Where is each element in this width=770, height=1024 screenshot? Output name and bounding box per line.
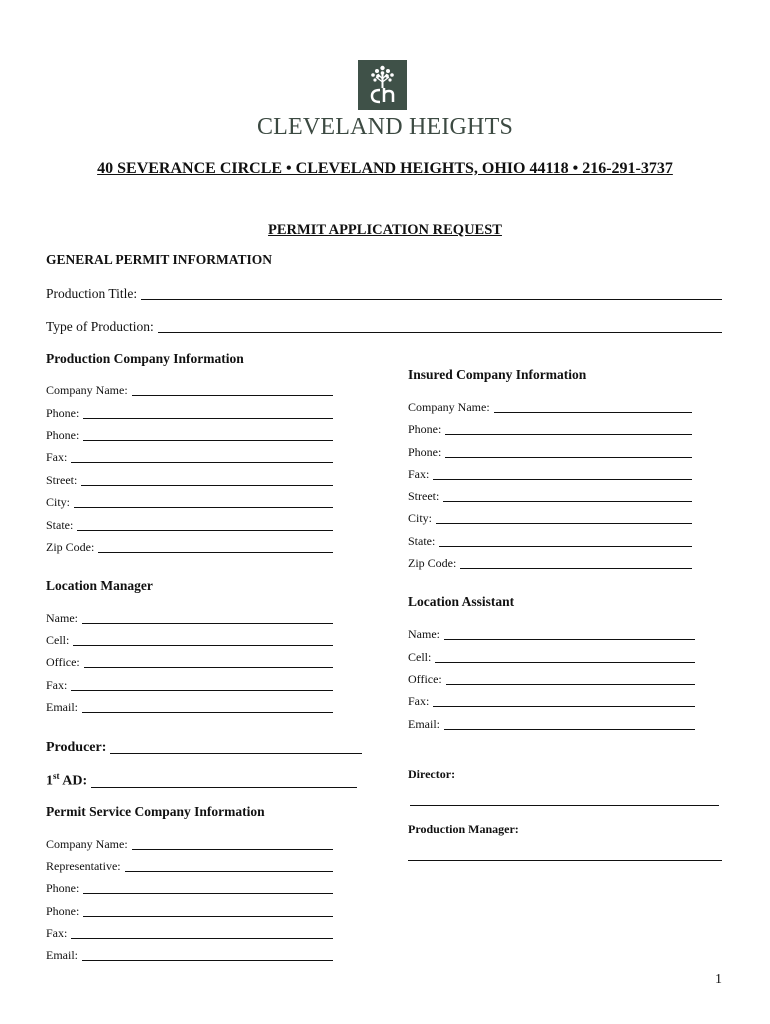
location-manager-name-field[interactable]: [82, 611, 333, 624]
location-manager-heading: Location Manager: [46, 578, 153, 593]
permit-service-field-label: Phone:: [46, 881, 80, 895]
location-assistant-field-label: Fax:: [408, 694, 430, 708]
insured-company-row: [408, 421, 692, 437]
production-company-row: [46, 382, 333, 398]
production-manager-label: Production Manager:: [408, 822, 519, 836]
insured-company-row: [408, 488, 692, 504]
insured-company-street-field[interactable]: [443, 489, 692, 502]
permit-service-company-name-field[interactable]: [132, 837, 333, 850]
insured-company-row: [408, 399, 692, 415]
insured-company-phone-field[interactable]: [445, 422, 692, 435]
insured-company-field-label: State:: [408, 534, 436, 548]
location-manager-row: [46, 699, 333, 715]
org-name: CLEVELAND HEIGHTS: [256, 114, 514, 140]
location-manager-cell-field[interactable]: [73, 633, 333, 646]
production-manager-field[interactable]: [408, 860, 722, 861]
insured-company-field-label: Company Name:: [408, 400, 490, 414]
production-company-row: [46, 427, 333, 443]
insured-company-row: [408, 466, 692, 482]
location-assistant-fax-field[interactable]: [433, 694, 695, 707]
location-assistant-cell-field[interactable]: [435, 650, 695, 663]
location-manager-row: [46, 654, 333, 670]
first-ad-label: 1st AD:: [46, 771, 88, 789]
producer-label: Producer:: [46, 740, 107, 755]
location-assistant-row: [408, 671, 695, 687]
production-company-heading: Production Company Information: [46, 351, 244, 366]
location-assistant-office-field[interactable]: [446, 672, 695, 685]
insured-company-row: [408, 555, 692, 571]
permit-service-row: [46, 880, 333, 896]
permit-service-row: [46, 858, 333, 874]
permit-service-row: [46, 836, 333, 852]
production-company-phone-field[interactable]: [83, 428, 333, 441]
production-company-field-label: Phone:: [46, 406, 80, 420]
production-company-state-field[interactable]: [77, 518, 333, 531]
insured-company-state-field[interactable]: [439, 534, 692, 547]
location-assistant-heading: Location Assistant: [408, 594, 515, 609]
production-company-company-name-field[interactable]: [132, 383, 333, 396]
location-manager-row: [46, 610, 333, 626]
insured-company-field-label: Fax:: [408, 467, 430, 481]
insured-company-company-name-field[interactable]: [494, 400, 692, 413]
production-type-field[interactable]: [158, 320, 722, 333]
insured-company-field-label: Zip Code:: [408, 556, 457, 570]
insured-company-row: [408, 444, 692, 460]
producer-field[interactable]: [110, 741, 362, 754]
production-company-field-label: Company Name:: [46, 383, 128, 397]
permit-service-heading: Permit Service Company Information: [46, 804, 265, 819]
permit-service-row: [46, 925, 333, 941]
production-company-row: [46, 539, 333, 555]
location-assistant-row: [408, 649, 695, 665]
producer-row: [46, 738, 362, 756]
permit-service-field-label: Representative:: [46, 859, 121, 873]
tree-ch-logo-icon: [358, 60, 407, 110]
page-number: 1: [715, 972, 722, 987]
insured-company-field-label: Street:: [408, 489, 440, 503]
permit-service-phone-field[interactable]: [83, 904, 333, 917]
permit-service-field-label: Email:: [46, 948, 78, 962]
production-title-row: [46, 284, 722, 302]
location-manager-field-label: Email:: [46, 700, 78, 714]
production-type-label: Type of Production:: [46, 319, 154, 334]
permit-service-fax-field[interactable]: [71, 926, 333, 939]
location-manager-field-label: Name:: [46, 611, 78, 625]
location-assistant-field-label: Office:: [408, 672, 442, 686]
address-line: 40 SEVERANCE CIRCLE • CLEVELAND HEIGHTS, OHIO 44118 • 216-291-3737: [97, 160, 673, 177]
production-company-city-field[interactable]: [74, 495, 333, 508]
location-manager-fax-field[interactable]: [71, 678, 333, 691]
production-company-street-field[interactable]: [81, 473, 333, 486]
location-manager-field-label: Office:: [46, 655, 80, 669]
insured-company-heading: Insured Company Information: [408, 367, 587, 382]
production-company-field-label: State:: [46, 518, 74, 532]
insured-company-fax-field[interactable]: [433, 467, 692, 480]
production-company-row: [46, 405, 333, 421]
insured-company-field-label: City:: [408, 511, 433, 525]
production-title-label: Production Title:: [46, 286, 138, 301]
director-field[interactable]: [410, 805, 719, 806]
production-company-row: [46, 494, 333, 510]
location-assistant-field-label: Email:: [408, 717, 440, 731]
permit-service-row: [46, 947, 333, 963]
permit-service-email-field[interactable]: [82, 948, 333, 961]
location-manager-office-field[interactable]: [84, 655, 333, 668]
location-assistant-row: [408, 626, 695, 642]
location-assistant-row: [408, 716, 695, 732]
location-manager-field-label: Fax:: [46, 678, 68, 692]
location-assistant-field-label: Cell:: [408, 650, 432, 664]
location-assistant-row: [408, 693, 695, 709]
insured-company-field-label: Phone:: [408, 422, 442, 436]
production-company-row: [46, 517, 333, 533]
permit-service-phone-field[interactable]: [83, 881, 333, 894]
production-company-zip-code-field[interactable]: [98, 540, 333, 553]
production-title-field[interactable]: [141, 287, 722, 300]
insured-company-city-field[interactable]: [436, 511, 692, 524]
location-assistant-email-field[interactable]: [444, 717, 695, 730]
insured-company-field-label: Phone:: [408, 445, 442, 459]
location-assistant-name-field[interactable]: [444, 627, 695, 640]
location-manager-row: [46, 632, 333, 648]
production-company-field-label: Zip Code:: [46, 540, 95, 554]
insured-company-row: [408, 510, 692, 526]
production-company-field-label: Fax:: [46, 450, 68, 464]
production-company-row: [46, 472, 333, 488]
production-company-phone-field[interactable]: [83, 406, 333, 419]
permit-service-field-label: Company Name:: [46, 837, 128, 851]
production-company-row: [46, 449, 333, 465]
director-label: Director:: [408, 767, 456, 781]
first-ad-row: [46, 772, 357, 790]
insured-company-phone-field[interactable]: [445, 445, 692, 458]
permit-service-field-label: Phone:: [46, 904, 80, 918]
production-company-field-label: Phone:: [46, 428, 80, 442]
form-title: PERMIT APPLICATION REQUEST: [268, 222, 502, 238]
permit-service-representative-field[interactable]: [125, 859, 333, 872]
insured-company-row: [408, 533, 692, 549]
permit-service-field-label: Fax:: [46, 926, 68, 940]
insured-company-zip-code-field[interactable]: [460, 556, 692, 569]
general-heading: GENERAL PERMIT INFORMATION: [46, 252, 273, 267]
permit-service-row: [46, 903, 333, 919]
location-manager-field-label: Cell:: [46, 633, 70, 647]
location-manager-row: [46, 677, 333, 693]
first-ad-field[interactable]: [91, 775, 357, 788]
production-company-field-label: Street:: [46, 473, 78, 487]
location-assistant-field-label: Name:: [408, 627, 440, 641]
production-company-fax-field[interactable]: [71, 450, 333, 463]
production-type-row: [46, 317, 722, 335]
production-company-field-label: City:: [46, 495, 71, 509]
location-manager-email-field[interactable]: [82, 700, 333, 713]
